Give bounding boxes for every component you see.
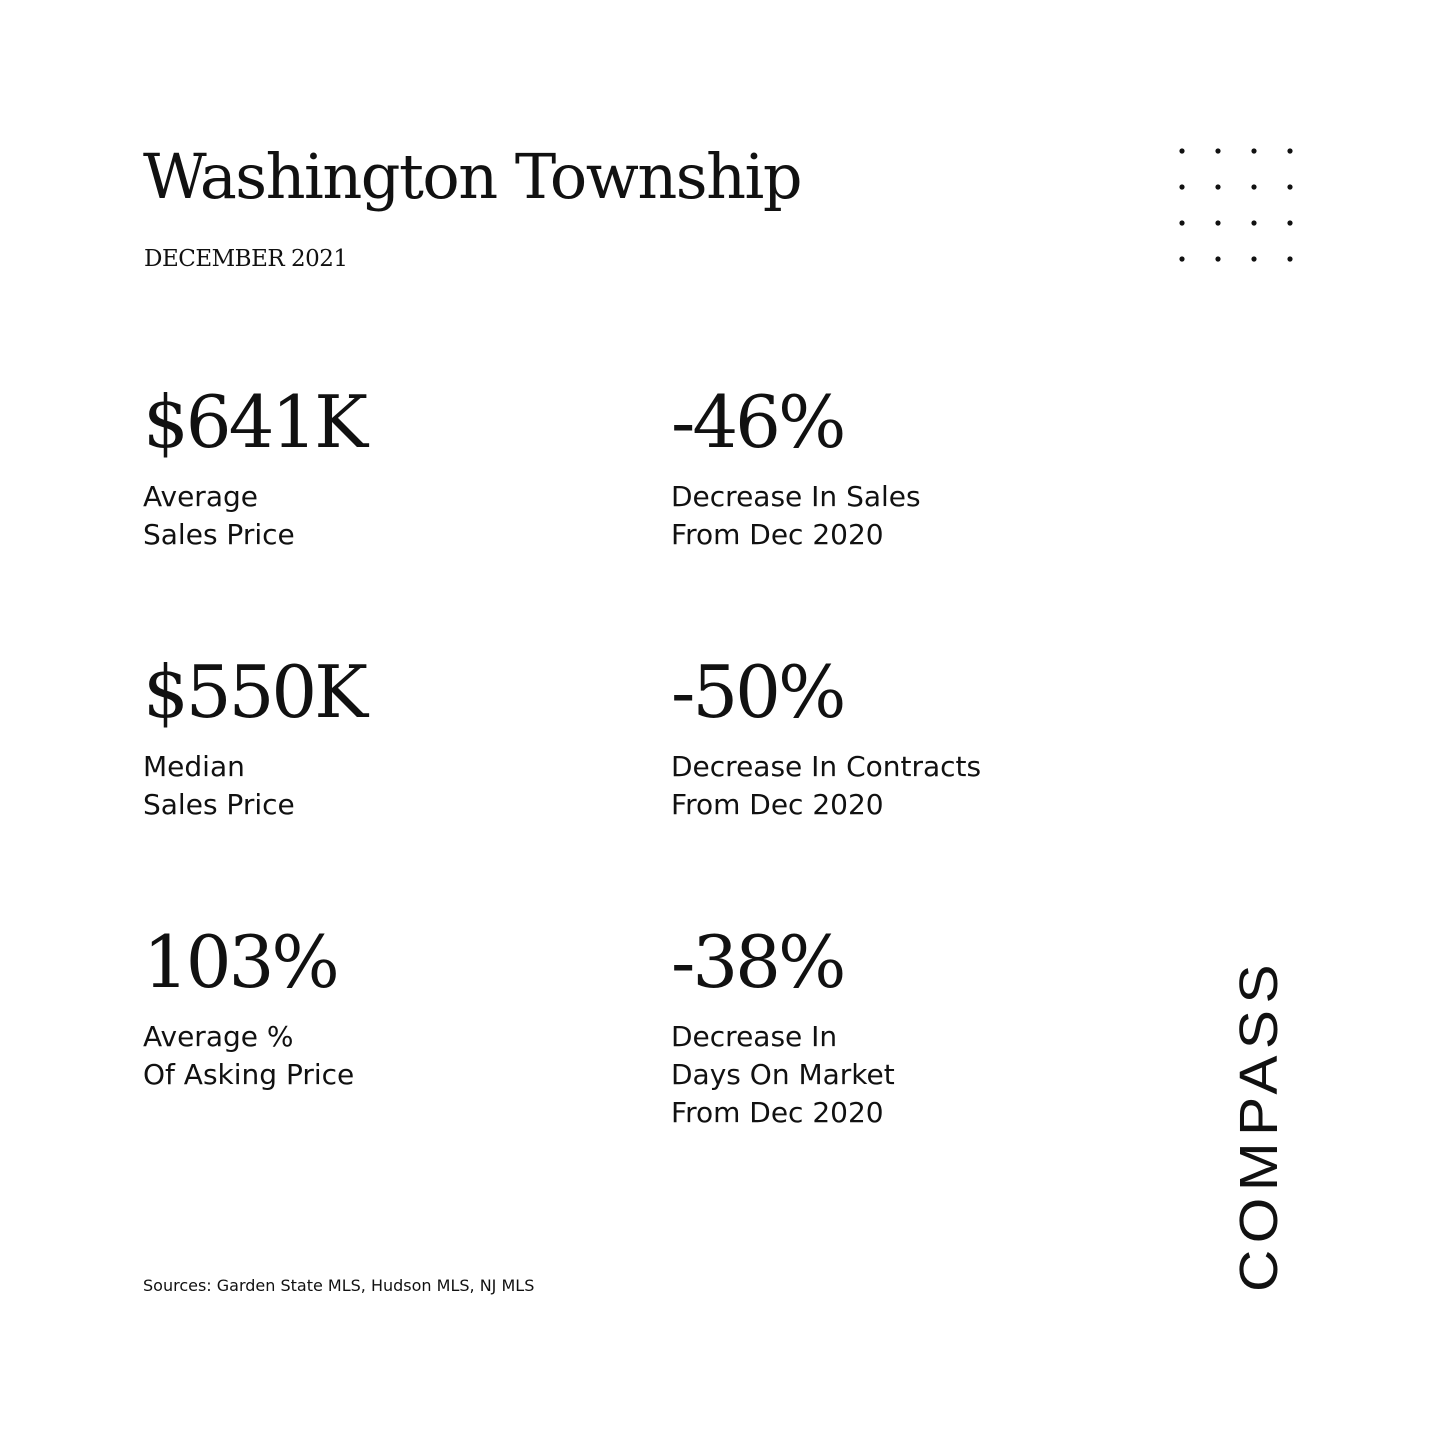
- dot-grid-decoration: [1172, 141, 1300, 269]
- stat-label-line: From Dec 2020: [671, 1096, 884, 1129]
- stat-label-line: Decrease In Contracts: [671, 750, 982, 783]
- stat-label: [671, 478, 921, 554]
- stat-decrease-in-days-on-market: [671, 920, 895, 1132]
- report-date: DECEMBER 2021: [144, 246, 348, 272]
- stat-label-line: Decrease In Sales: [671, 480, 921, 513]
- stat-label: [671, 1018, 895, 1132]
- stat-label-line: Average: [143, 480, 258, 513]
- stat-value: -38%: [671, 920, 844, 1004]
- stat-value: -46%: [671, 380, 844, 464]
- stat-average-sales-price: [143, 380, 366, 554]
- stat-label: [671, 748, 981, 824]
- stat-value: $641K: [143, 380, 366, 464]
- stat-label-line: Median: [143, 750, 245, 783]
- stat-average-of-asking-price: [143, 920, 355, 1094]
- stat-label-line: From Dec 2020: [671, 518, 884, 551]
- stat-label: [143, 1018, 354, 1094]
- sources-note: Sources: Garden State MLS, Hudson MLS, NJ MLS: [143, 1276, 535, 1295]
- stat-label: [143, 478, 365, 554]
- stat-label-line: Sales Price: [143, 788, 295, 821]
- stat-label-line: From Dec 2020: [671, 788, 884, 821]
- stat-label-line: Sales Price: [143, 518, 295, 551]
- stat-decrease-in-sales: [671, 380, 921, 554]
- stat-label: [143, 748, 365, 824]
- page-title: Washington Township: [143, 140, 802, 213]
- stat-label-line: Days On Market: [671, 1058, 895, 1091]
- stat-value: $550K: [143, 650, 366, 734]
- compass-logo-text: COMPASS: [1229, 983, 1289, 1292]
- stat-label-line: Of Asking Price: [143, 1058, 355, 1091]
- stat-label-line: Average %: [143, 1020, 294, 1053]
- stat-median-sales-price: [143, 650, 366, 824]
- stat-value: -50%: [671, 650, 844, 734]
- stat-value: 103%: [143, 920, 337, 1004]
- stat-label-line: Decrease In: [671, 1020, 838, 1053]
- stat-decrease-in-contracts: [671, 650, 982, 824]
- compass-logo: [1228, 952, 1298, 1297]
